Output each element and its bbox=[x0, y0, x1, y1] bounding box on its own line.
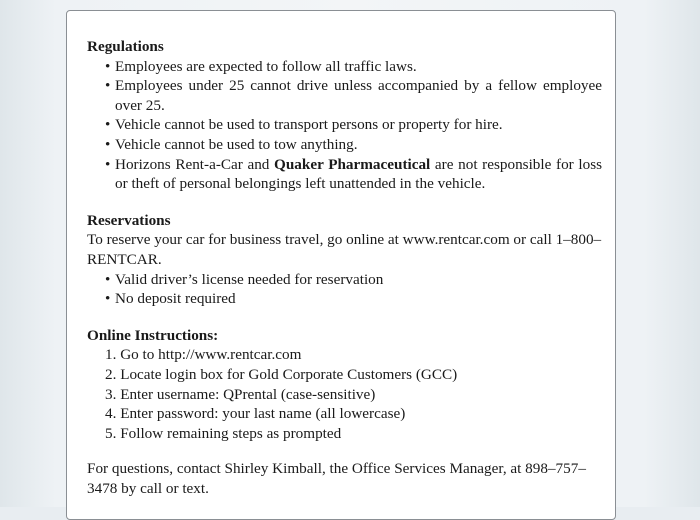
reservations-list bbox=[87, 270, 602, 309]
list-item: • Employees are expected to follow all traffic laws. bbox=[87, 57, 602, 77]
online-instructions-heading: Online Instructions: bbox=[87, 326, 219, 344]
list-item: • Vehicle cannot be used to tow anything. bbox=[87, 135, 602, 155]
list-item: • Valid driver’s license needed for reservation bbox=[87, 270, 602, 290]
regulations-list bbox=[87, 57, 602, 194]
contact-text: For questions, contact Shirley Kimball, the Office Services Manager, at 898–757–3478 by call or text. bbox=[87, 460, 586, 497]
company-name: Quaker Pharmaceutical bbox=[274, 155, 431, 173]
policy-content bbox=[87, 37, 602, 498]
section-spacer bbox=[87, 309, 602, 326]
section-spacer bbox=[87, 443, 602, 459]
list-item bbox=[87, 155, 602, 194]
policy-card bbox=[66, 10, 616, 520]
list-item: 5. Follow remaining steps as prompted bbox=[105, 424, 342, 442]
liability-prefix: Horizons Rent-a-Car and bbox=[115, 155, 275, 173]
liability-suffix: are not responsible for loss or theft of personal belongings left unattended in the vehicle. bbox=[115, 155, 603, 193]
online-steps-list bbox=[87, 345, 602, 443]
regulations-heading: Regulations bbox=[87, 38, 164, 55]
list-item: • No deposit required bbox=[87, 289, 602, 309]
list-item: 2. Locate login box for Gold Corporate Customers (GCC) bbox=[105, 365, 458, 383]
reservations-intro: To reserve your car for business travel, go online at www.rentcar.com or call 1–800–RENTCAR. bbox=[87, 231, 602, 268]
list-item: 3. Enter username: QPrental (case-sensitive) bbox=[105, 385, 376, 403]
list-item: • Vehicle cannot be used to transport persons or property for hire. bbox=[87, 115, 602, 135]
list-item: 4. Enter password: your last name (all lowercase) bbox=[105, 405, 406, 423]
reservations-heading: Reservations bbox=[87, 211, 171, 229]
list-item: • Employees under 25 cannot drive unless accompanied by a fellow employee over 25. bbox=[87, 76, 602, 115]
list-item: 1. Go to http://www.rentcar.com bbox=[105, 346, 302, 364]
section-spacer bbox=[87, 194, 602, 211]
